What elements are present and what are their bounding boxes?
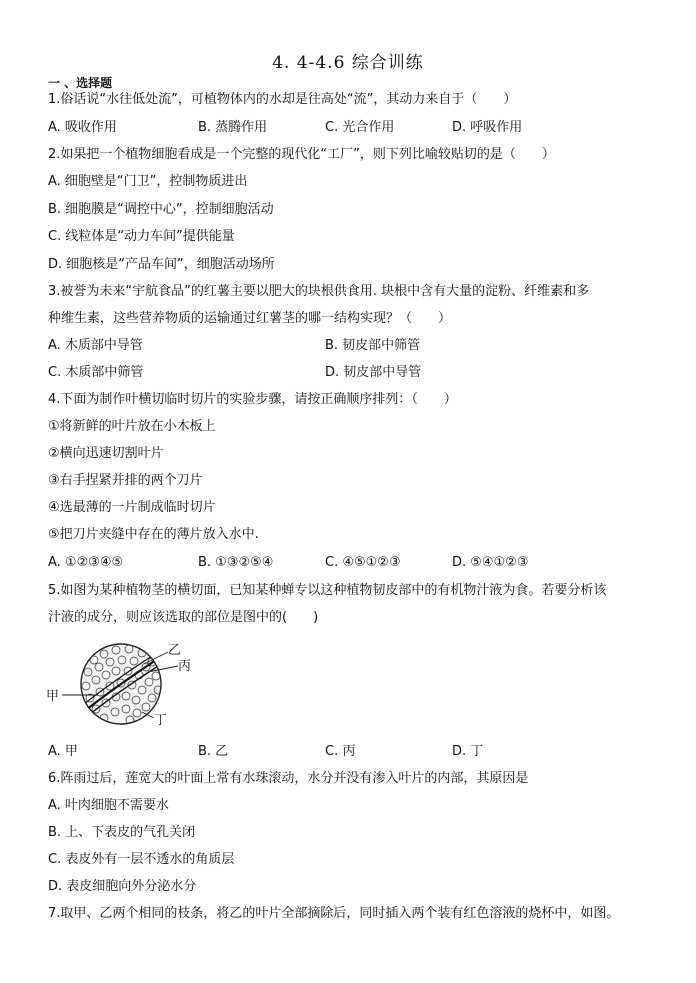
q1-option-c[interactable]: C. 光合作用 [325, 120, 395, 135]
figure-label-bing: 丙 [178, 659, 192, 674]
question-2-stem: 2.如果把一个植物细胞看成是一个完整的现代化“工厂”，则下列比喻较贴切的是（ ） [48, 147, 555, 162]
question-7-stem: 7.取甲、乙两个相同的枝条，将乙的叶片全部摘除后，同时插入两个装有红色溶液的烧杯中，如图。 [48, 906, 620, 921]
stem-cross-section-figure [44, 640, 194, 730]
question-5-stem-line-1: 5.如图为某种植物茎的横切面，已知某种蝉专以这种植物韧皮部中的有机物汁液为食。若要分析该 [48, 583, 607, 598]
q3-option-c[interactable]: C. 木质部中筛管 [48, 365, 144, 380]
q5-option-b[interactable]: B. 乙 [198, 744, 229, 759]
q6-option-d[interactable]: D. 表皮细胞向外分泌水分 [48, 879, 197, 894]
q4-step-2: ②横向迅速切割叶片 [48, 446, 164, 461]
q4-step-5: ⑤把刀片夹缝中存在的薄片放入水中. [48, 527, 259, 542]
q2-option-b[interactable]: B. 细胞膜是“调控中心”，控制细胞活动 [48, 202, 274, 217]
question-4-stem: 4.下面为制作叶横切临时切片的实验步骤，请按正确顺序排列：（ ） [48, 392, 457, 407]
q1-option-a[interactable]: A. 吸收作用 [48, 120, 117, 135]
q2-option-c[interactable]: C. 线粒体是“动力车间”提供能量 [48, 229, 235, 244]
q6-option-a[interactable]: A. 叶肉细胞不需要水 [48, 798, 169, 813]
q3-option-b[interactable]: B. 韧皮部中筛管 [325, 338, 421, 353]
q2-option-a[interactable]: A. 细胞壁是“门卫”，控制物质进出 [48, 174, 248, 189]
section-title: 一 、选择题 [48, 76, 113, 90]
q4-option-d[interactable]: D. ⑤④①②③ [452, 555, 529, 570]
figure-label-jia: 甲 [46, 689, 60, 704]
figure-label-ding: 丁 [154, 713, 168, 728]
q5-option-c[interactable]: C. 丙 [325, 744, 356, 759]
q6-option-b[interactable]: B. 上、下表皮的气孔关闭 [48, 825, 196, 840]
q3-option-a[interactable]: A. 木质部中导管 [48, 338, 143, 353]
q4-step-1: ①将新鲜的叶片放在小木板上 [48, 419, 216, 434]
question-3-stem-line-2: 种维生素，这些营养物质的运输通过红薯茎的哪一结构实现？（ ） [48, 311, 452, 326]
q2-option-d[interactable]: D. 细胞核是“产品车间”，细胞活动场所 [48, 257, 275, 272]
q4-step-3: ③右手捏紧并排的两个刀片 [48, 473, 203, 488]
q5-option-d[interactable]: D. 丁 [452, 744, 484, 759]
q4-step-4: ④选最薄的一片制成临时切片 [48, 500, 216, 515]
q5-option-a[interactable]: A. 甲 [48, 744, 78, 759]
question-6-stem: 6.阵雨过后，莲宽大的叶面上常有水珠滚动，水分并没有渗入叶片的内部，其原因是 [48, 771, 529, 786]
question-5-stem-line-2: 汁液的成分，则应该选取的部位是图中的( ) [48, 610, 319, 625]
q4-option-a[interactable]: A. ①②③④⑤ [48, 555, 124, 570]
q6-option-c[interactable]: C. 表皮外有一层不透水的角质层 [48, 852, 235, 867]
q3-option-d[interactable]: D. 韧皮部中导管 [325, 365, 422, 380]
q1-option-d[interactable]: D. 呼吸作用 [452, 120, 523, 135]
q1-option-b[interactable]: B. 蒸腾作用 [198, 120, 268, 135]
figure-label-yi: 乙 [168, 643, 182, 658]
q4-option-b[interactable]: B. ①③②⑤④ [198, 555, 274, 570]
question-1-stem: 1.俗话说“水往低处流”，可植物体内的水却是往高处“流”，其动力来自于（ ） [48, 92, 517, 107]
q4-option-c[interactable]: C. ④⑤①②③ [325, 555, 401, 570]
page-title: 4. 4-4.6 综合训练 [272, 53, 424, 73]
question-3-stem-line-1: 3.被誉为未来“宇航食品”的红薯主要以肥大的块根供食用. 块根中含有大量的淀粉、纤维素和多 [48, 284, 590, 299]
